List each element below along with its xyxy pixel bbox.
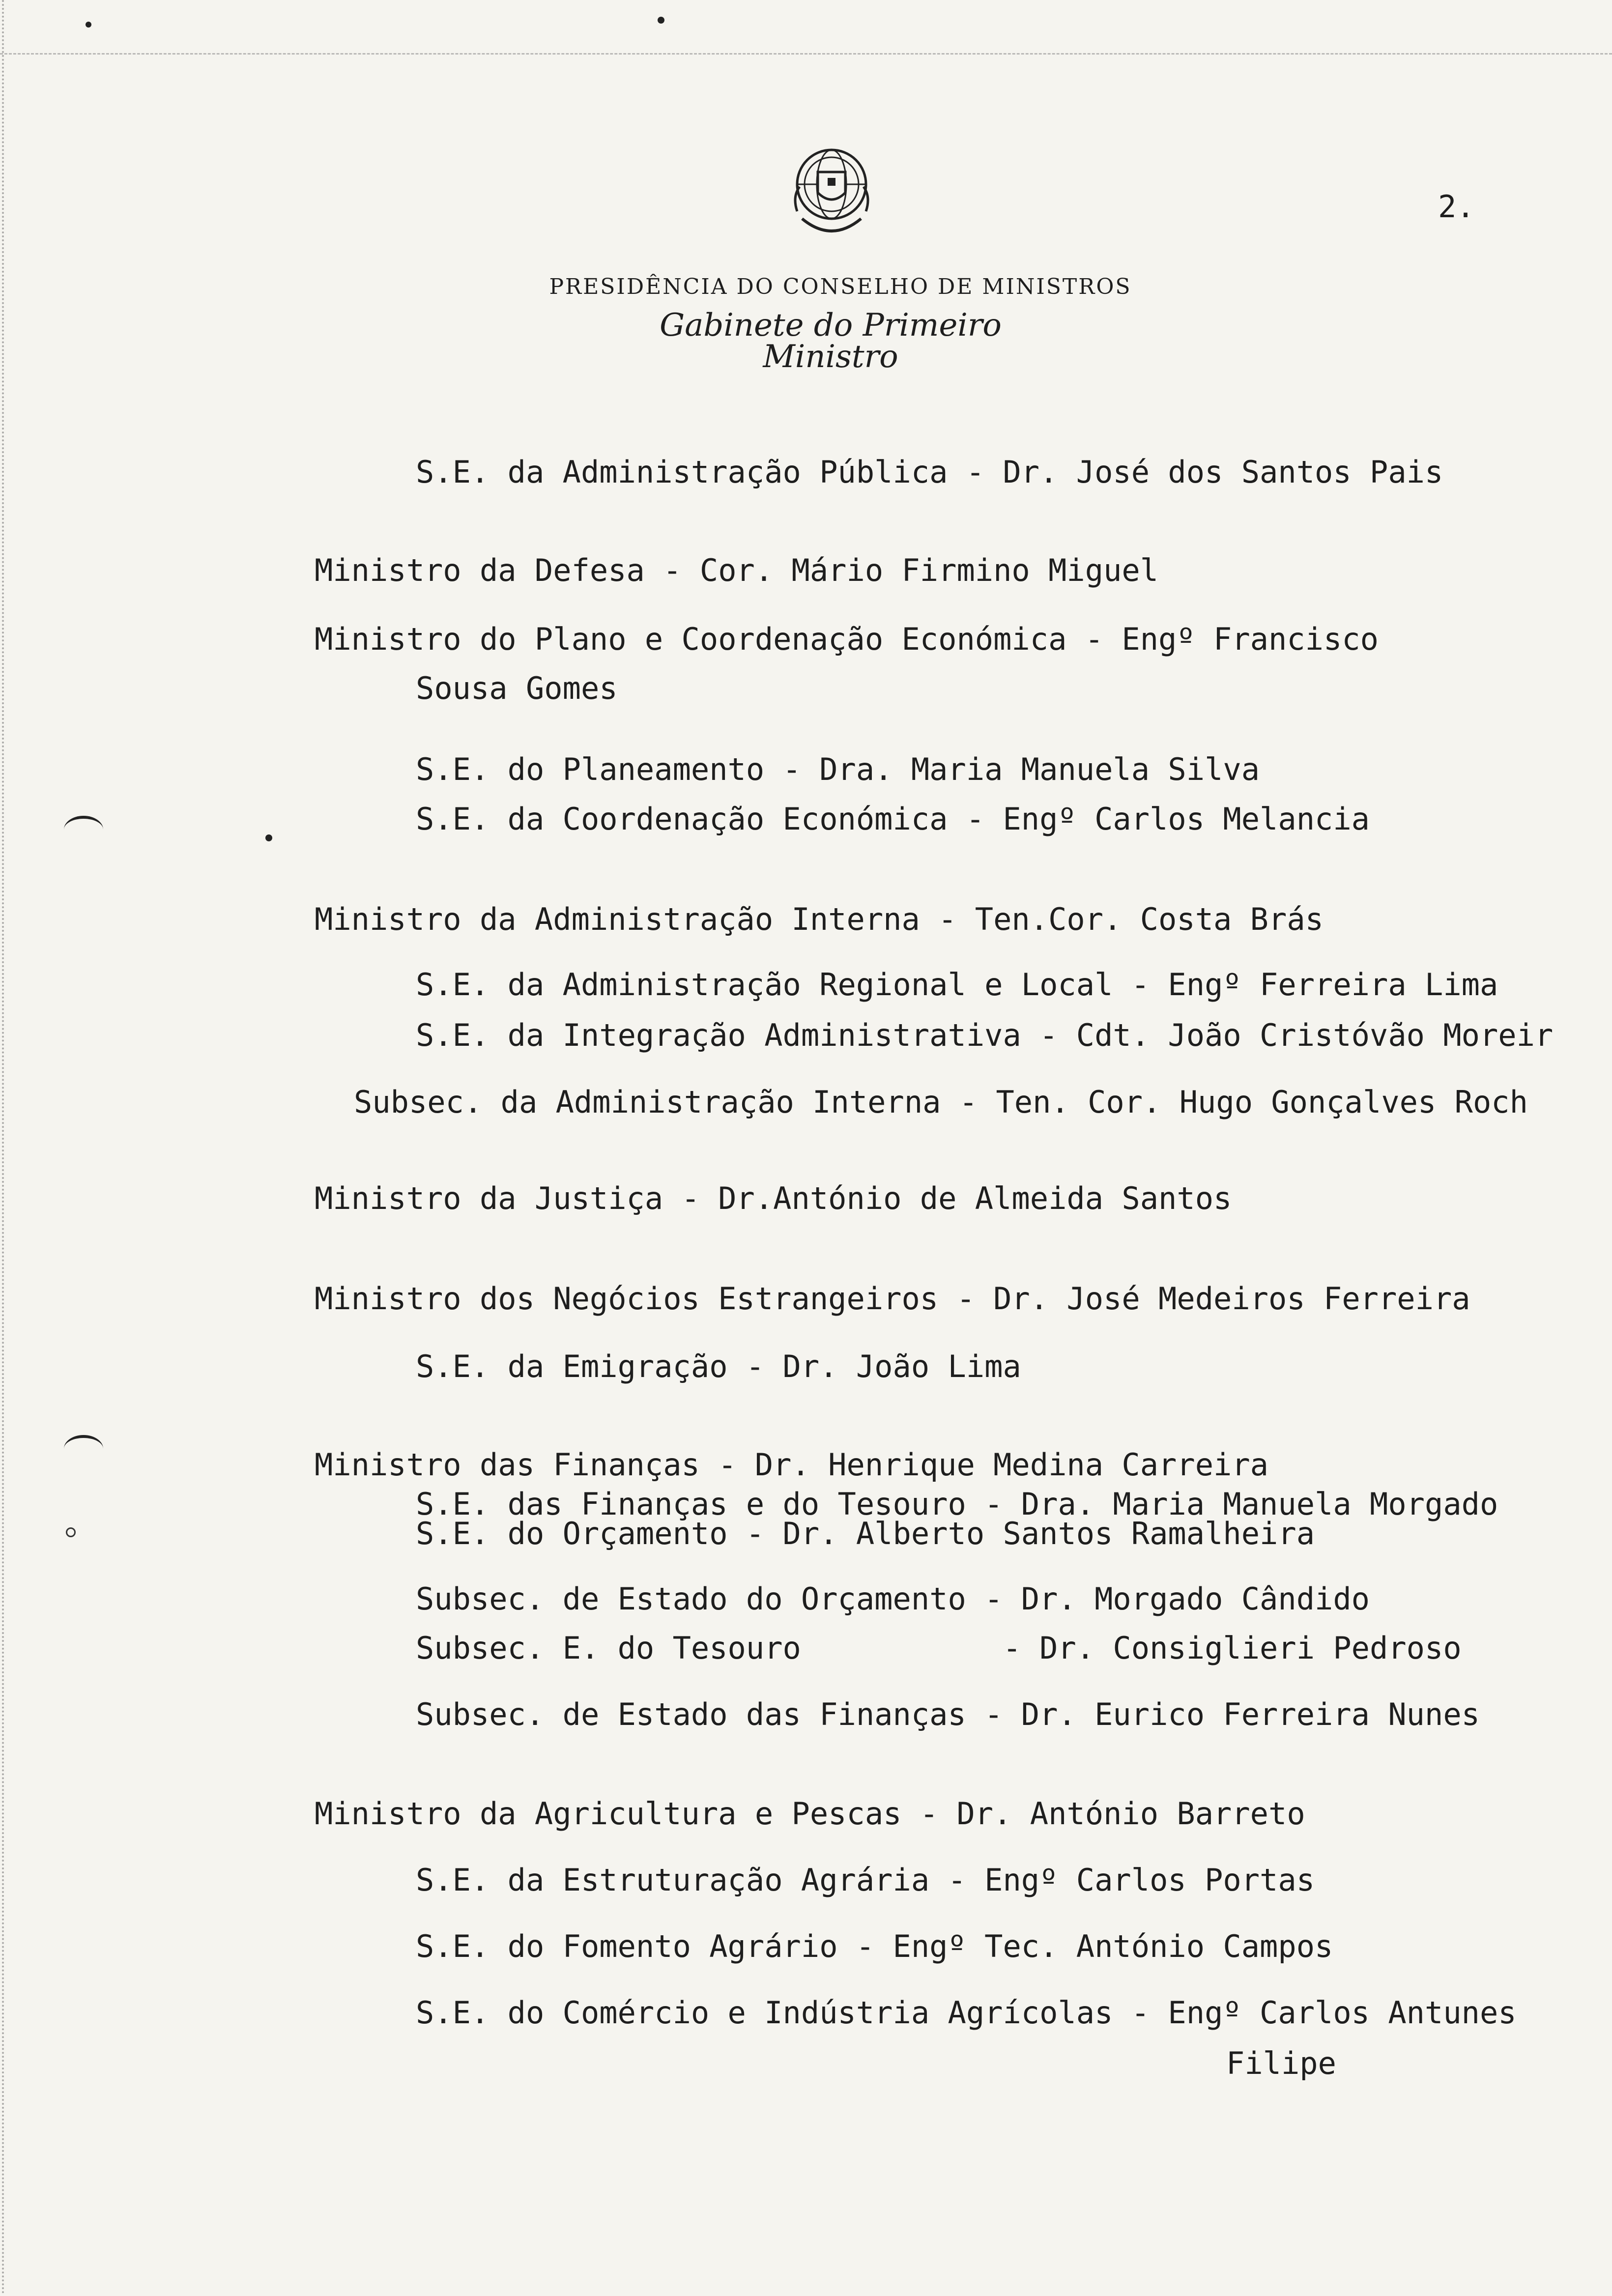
page-number: 2.: [1438, 189, 1475, 225]
entry-continuation: Sousa Gomes: [416, 670, 618, 706]
secretary-entry: S.E. do Orçamento - Dr. Alberto Santos Ramalheira: [416, 1516, 1315, 1551]
undersecretary-entry: Subsec. de Estado do Orçamento - Dr. Morgado Cândido: [416, 1581, 1370, 1617]
secretary-entry: S.E. da Administração Regional e Local - Engº Ferreira Lima: [416, 967, 1498, 1003]
secretary-entry: S.E. da Integração Administrativa - Cdt. João Cristóvão Moreir: [416, 1017, 1554, 1053]
secretary-entry: S.E. da Coordenação Económica - Engº Carlos Melancia: [416, 801, 1370, 837]
ink-dot: [658, 17, 664, 24]
binding-edge: [2, 0, 9, 2296]
secretary-entry: S.E. do Planeamento - Dra. Maria Manuela Silva: [416, 751, 1260, 787]
punch-hole-mark: [64, 1435, 103, 1463]
ink-ring: [66, 1527, 76, 1537]
letterhead-subtitle: Gabinete do Primeiro Ministro: [660, 307, 1002, 375]
minister-entry: Ministro da Defesa - Cor. Mário Firmino Miguel: [315, 552, 1159, 588]
secretary-entry: S.E. da Estruturação Agrária - Engº Carlos Portas: [416, 1862, 1315, 1898]
coat-of-arms-icon: [782, 138, 881, 251]
entry-continuation: Filipe: [1226, 2045, 1336, 2081]
undersecretary-entry: Subsec. E. do Tesouro - Dr. Consiglieri Pedroso: [416, 1630, 1462, 1666]
undersecretary-entry: Subsec. de Estado das Finanças - Dr. Eurico Ferreira Nunes: [416, 1696, 1480, 1732]
secretary-entry: S.E. do Comércio e Indústria Agrícolas - Engº Carlos Antunes: [416, 1995, 1517, 2031]
ink-dot: [265, 834, 272, 841]
punch-hole-mark: [64, 816, 103, 843]
minister-entry: Ministro da Justiça - Dr.António de Almeida Santos: [315, 1180, 1232, 1216]
minister-entry: Ministro das Finanças - Dr. Henrique Medina Carreira: [315, 1447, 1269, 1483]
page-top-edge: [0, 53, 1612, 55]
secretary-entry: S.E. da Emigração - Dr. João Lima: [416, 1349, 1021, 1384]
secretary-entry: S.E. das Finanças e do Tesouro - Dra. Maria Manuela Morgado: [416, 1486, 1498, 1522]
secretary-entry: S.E. do Fomento Agrário - Engº Tec. António Campos: [416, 1928, 1333, 1964]
minister-entry: Ministro do Plano e Coordenação Económica - Engº Francisco: [315, 621, 1379, 657]
minister-entry: Ministro da Agricultura e Pescas - Dr. António Barreto: [315, 1796, 1305, 1832]
ink-dot: [86, 22, 91, 28]
undersecretary-entry: Subsec. da Administração Interna - Ten. Cor. Hugo Gonçalves Roch: [354, 1084, 1528, 1120]
letterhead-title: PRESIDÊNCIA DO CONSELHO DE MINISTROS: [549, 274, 1132, 299]
minister-entry: Ministro da Administração Interna - Ten.Cor. Costa Brás: [315, 901, 1324, 937]
minister-entry: Ministro dos Negócios Estrangeiros - Dr. José Medeiros Ferreira: [315, 1281, 1470, 1317]
secretary-entry: S.E. da Administração Pública - Dr. José dos Santos Pais: [416, 454, 1443, 490]
